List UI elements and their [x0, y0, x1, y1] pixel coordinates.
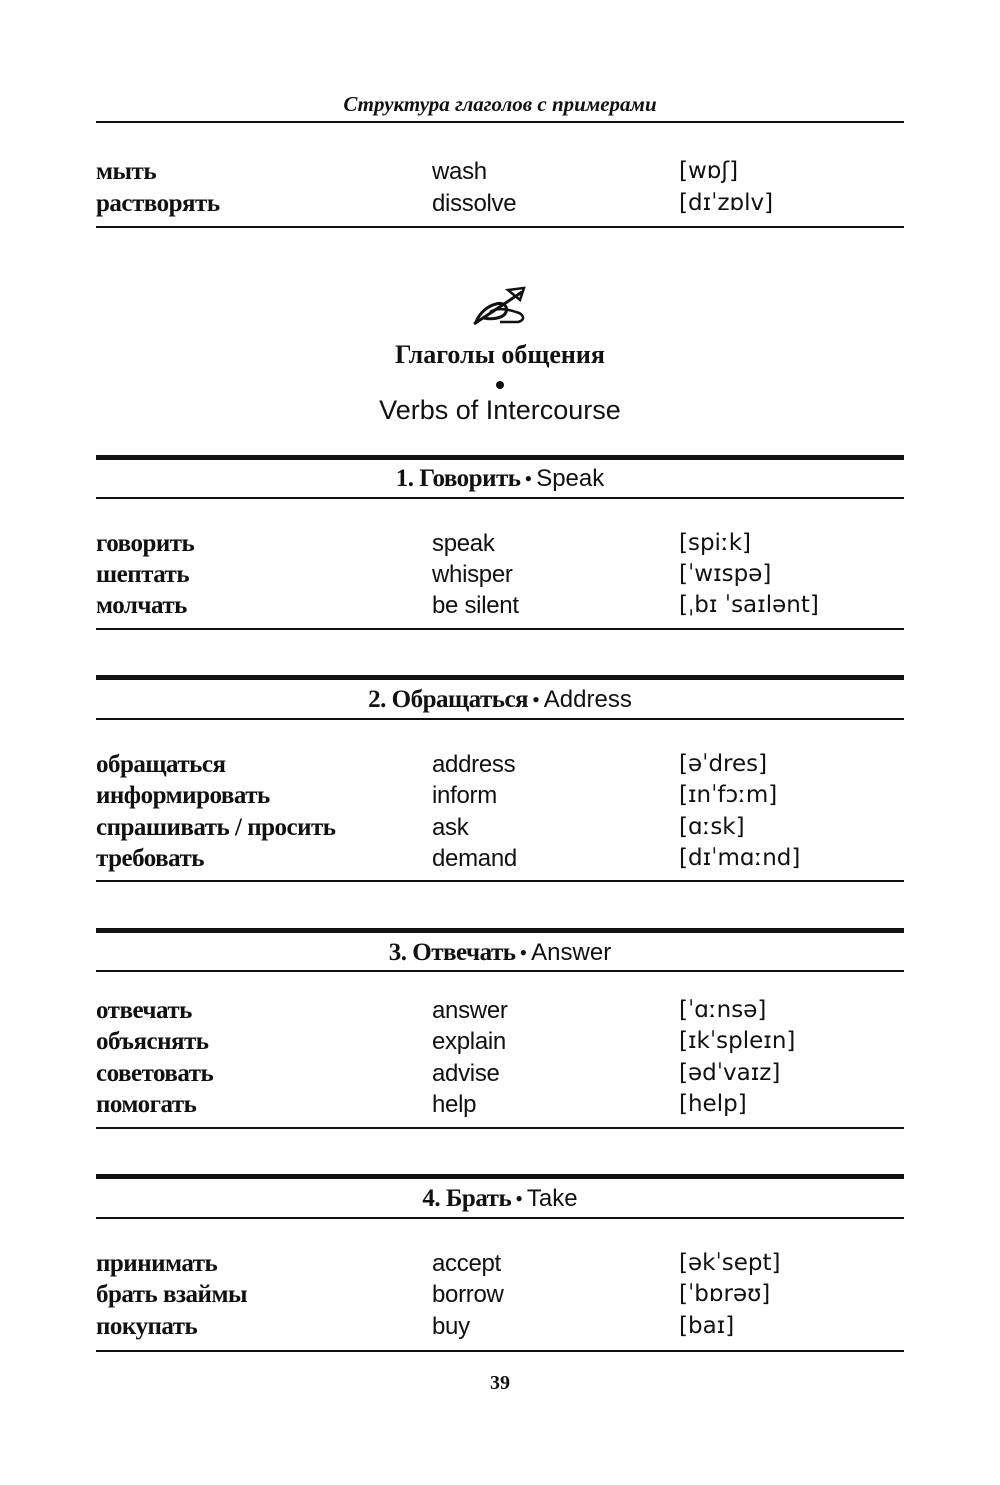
word-row [0, 592, 1000, 623]
word-row [0, 1281, 1000, 1312]
word-row [0, 1250, 1000, 1281]
word-row [0, 1091, 1000, 1122]
table-bottom-rule [96, 226, 904, 228]
word-en: help [432, 1091, 477, 1118]
word-ru: отвечать [96, 997, 192, 1024]
word-en: demand [432, 845, 517, 872]
word-ipa: [ɪnˈfɔːm] [679, 782, 778, 808]
word-ipa: [ɑːsk] [679, 814, 745, 840]
section-bottom-rule [96, 1350, 904, 1352]
word-row [0, 782, 1000, 813]
section-top-rule [96, 1174, 904, 1179]
running-header: Структура глаголов с примерами [343, 92, 657, 116]
word-ru: говорить [96, 530, 195, 557]
word-ipa: [ˈwɪspə] [679, 561, 772, 587]
chapter-title-en: Verbs of Intercourse [379, 395, 621, 425]
word-row [0, 158, 1000, 189]
word-ipa: [dɪˈmɑːnd] [679, 845, 801, 871]
word-row [0, 814, 1000, 845]
word-row [0, 561, 1000, 592]
section-title-ru: 3. Отвечать [388, 939, 516, 966]
word-ipa: [əkˈsept] [679, 1250, 781, 1276]
word-ru: обращаться [96, 751, 226, 778]
chapter-title-ru: Глаголы общения [395, 340, 605, 369]
section-top-rule [96, 675, 904, 680]
section-title [96, 1185, 904, 1213]
word-en: inform [432, 782, 497, 809]
word-ipa: [baɪ] [679, 1313, 735, 1339]
word-ru: мыть [96, 158, 157, 185]
word-ipa: [əˈdres] [679, 751, 768, 777]
word-ru: принимать [96, 1250, 218, 1277]
word-en: buy [432, 1313, 470, 1340]
word-ru: растворять [96, 190, 220, 217]
section-title-en: Address [543, 686, 632, 713]
section-top-rule [96, 928, 904, 933]
section-bottom-rule [96, 1127, 904, 1129]
word-en: explain [432, 1028, 506, 1055]
word-row [0, 1028, 1000, 1059]
word-ipa: [ɪkˈspleɪn] [679, 1028, 796, 1054]
page-number: 39 [490, 1372, 510, 1394]
writing-hand-icon [470, 282, 530, 330]
word-row [0, 1313, 1000, 1344]
section-title-ru: 4. Брать [422, 1185, 512, 1212]
word-en: accept [432, 1250, 501, 1277]
word-row [0, 530, 1000, 561]
section-title [96, 686, 904, 714]
section-title-rule [96, 718, 904, 720]
section-title-ru: 2. Обращаться [368, 686, 529, 713]
word-en: dissolve [432, 190, 517, 217]
section-title-rule [96, 1217, 904, 1219]
word-en: borrow [432, 1281, 504, 1308]
section-title-en: Speak [536, 465, 605, 492]
word-row [0, 997, 1000, 1028]
word-ru: помогать [96, 1091, 197, 1118]
word-row [0, 190, 1000, 221]
section-separator: • [524, 466, 533, 491]
word-en: answer [432, 997, 508, 1024]
word-ru: спрашивать / просить [96, 814, 336, 841]
word-ru: молчать [96, 592, 187, 619]
section-title [96, 465, 904, 493]
word-ipa: [ˈbɒrəʊ] [679, 1281, 771, 1307]
word-ru: шептать [96, 561, 190, 588]
header-rule [96, 121, 904, 123]
section-bottom-rule [96, 628, 904, 630]
word-ipa: [ˌbɪ ˈsaɪlənt] [679, 592, 819, 618]
word-ipa: [dɪˈzɒlv] [679, 190, 774, 216]
word-ru: советовать [96, 1060, 214, 1087]
word-ipa: [spiːk] [679, 530, 751, 556]
word-ru: покупать [96, 1313, 198, 1340]
word-ipa: [wɒʃ] [679, 158, 739, 184]
section-title-rule [96, 497, 904, 499]
word-row [0, 845, 1000, 876]
section-title-en: Take [526, 1185, 578, 1212]
word-en: wash [432, 158, 487, 185]
section-title-rule [96, 970, 904, 972]
word-ipa: [ˈɑːnsə] [679, 997, 767, 1023]
section-title-ru: 1. Говорить [395, 465, 521, 492]
word-ru: информировать [96, 782, 270, 809]
section-top-rule [96, 455, 904, 460]
title-bullet [496, 381, 504, 389]
section-separator: • [519, 940, 528, 965]
word-ru: объяснять [96, 1028, 209, 1055]
section-title [96, 939, 904, 967]
word-en: whisper [432, 561, 513, 588]
word-row [0, 751, 1000, 782]
word-ru: брать взаймы [96, 1281, 248, 1308]
word-row [0, 1060, 1000, 1091]
word-en: advise [432, 1060, 500, 1087]
word-en: be silent [432, 592, 519, 619]
word-en: ask [432, 814, 469, 841]
section-title-en: Answer [531, 939, 612, 966]
word-ipa: [help] [679, 1091, 747, 1117]
section-separator: • [515, 1186, 523, 1211]
word-ru: требовать [96, 845, 204, 872]
section-bottom-rule [96, 880, 904, 882]
word-ipa: [ədˈvaɪz] [679, 1060, 781, 1086]
word-en: speak [432, 530, 495, 557]
section-separator: • [532, 687, 540, 712]
word-en: address [432, 751, 516, 778]
